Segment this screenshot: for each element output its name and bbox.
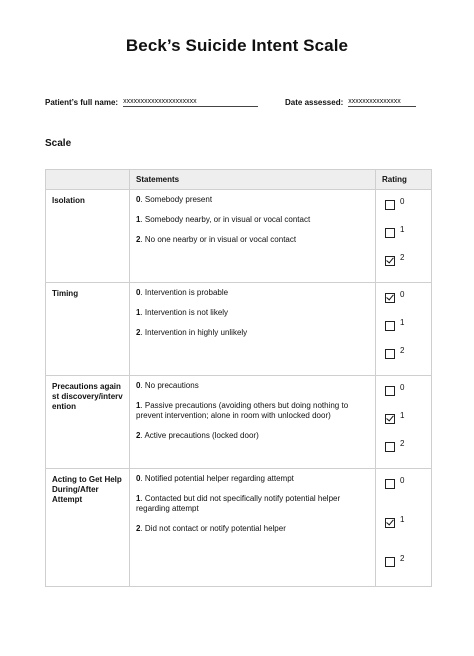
table-row (46, 469, 432, 587)
row-category: Acting to Get Help During/After Attempt (46, 469, 130, 587)
row-category: Precautions against discovery/intervention (46, 376, 130, 469)
statement-item: 0. Somebody present (136, 195, 213, 204)
rating-option: 1 (385, 319, 431, 330)
statement-item: 2. Intervention in highly unlikely (136, 328, 248, 337)
table-row (46, 190, 432, 283)
header-statements: Statements (130, 170, 376, 190)
row-rating (376, 376, 432, 469)
rating-option: 0 (385, 384, 431, 395)
statement-item: 2. Did not contact or notify potential helper (136, 524, 286, 533)
statement-item: 0. No precautions (136, 381, 199, 390)
table-row (46, 376, 432, 469)
row-statements (130, 376, 376, 469)
statement-item: 1. Intervention is not likely (136, 308, 229, 317)
row-statements (130, 190, 376, 283)
table-header-row (46, 170, 432, 190)
row-rating (376, 283, 432, 376)
rating-checkbox[interactable] (385, 228, 395, 238)
rating-option: 2 (385, 254, 431, 265)
rating-option: 0 (385, 198, 431, 209)
row-category: Isolation (46, 190, 130, 283)
rating-checkbox[interactable] (385, 518, 395, 528)
rating-checkbox[interactable] (385, 414, 395, 424)
statement-item: 1. Contacted but did not specifically notify potential helper regarding attempt (136, 494, 341, 513)
rating-option: 1 (385, 412, 431, 423)
rating-option: 0 (385, 477, 431, 488)
row-rating (376, 190, 432, 283)
patient-name-label: Patient’s full name: (45, 98, 119, 107)
rating-checkbox[interactable] (385, 349, 395, 359)
statement-item: 0. Intervention is probable (136, 288, 229, 297)
patient-name-value[interactable]: xxxxxxxxxxxxxxxxxxxxx (123, 98, 258, 107)
row-category: Timing (46, 283, 130, 376)
rating-option: 2 (385, 440, 431, 451)
table-row (46, 283, 432, 376)
statement-item: 1. Passive precautions (avoiding others but doing nothing to prevent intervention; alone in room with unlocked door) (136, 401, 349, 420)
header-rating: Rating (376, 170, 432, 190)
rating-checkbox[interactable] (385, 321, 395, 331)
date-assessed-value[interactable]: xxxxxxxxxxxxxxx (348, 98, 416, 107)
rating-option: 2 (385, 555, 431, 566)
rating-option: 0 (385, 291, 431, 302)
statement-item: 1. Somebody nearby, or in visual or vocal contact (136, 215, 311, 224)
row-statements (130, 469, 376, 587)
statement-item: 2. Active precautions (locked door) (136, 431, 259, 440)
header-category (46, 170, 130, 190)
rating-checkbox[interactable] (385, 479, 395, 489)
statement-item: 0. Notified potential helper regarding attempt (136, 474, 294, 483)
date-assessed-field (285, 98, 416, 107)
rating-option: 1 (385, 516, 431, 527)
rating-option: 1 (385, 226, 431, 237)
statement-item: 2. No one nearby or in visual or vocal contact (136, 235, 297, 244)
rating-checkbox[interactable] (385, 386, 395, 396)
row-rating (376, 469, 432, 587)
rating-checkbox[interactable] (385, 200, 395, 210)
date-assessed-label: Date assessed: (285, 98, 344, 107)
rating-checkbox[interactable] (385, 442, 395, 452)
rating-checkbox[interactable] (385, 557, 395, 567)
section-heading: Scale (45, 138, 72, 149)
rating-checkbox[interactable] (385, 256, 395, 266)
rating-option: 2 (385, 347, 431, 358)
rating-checkbox[interactable] (385, 293, 395, 303)
scale-table (45, 169, 432, 587)
patient-name-field (45, 98, 258, 107)
row-statements (130, 283, 376, 376)
page-title: Beck’s Suicide Intent Scale (125, 36, 349, 55)
